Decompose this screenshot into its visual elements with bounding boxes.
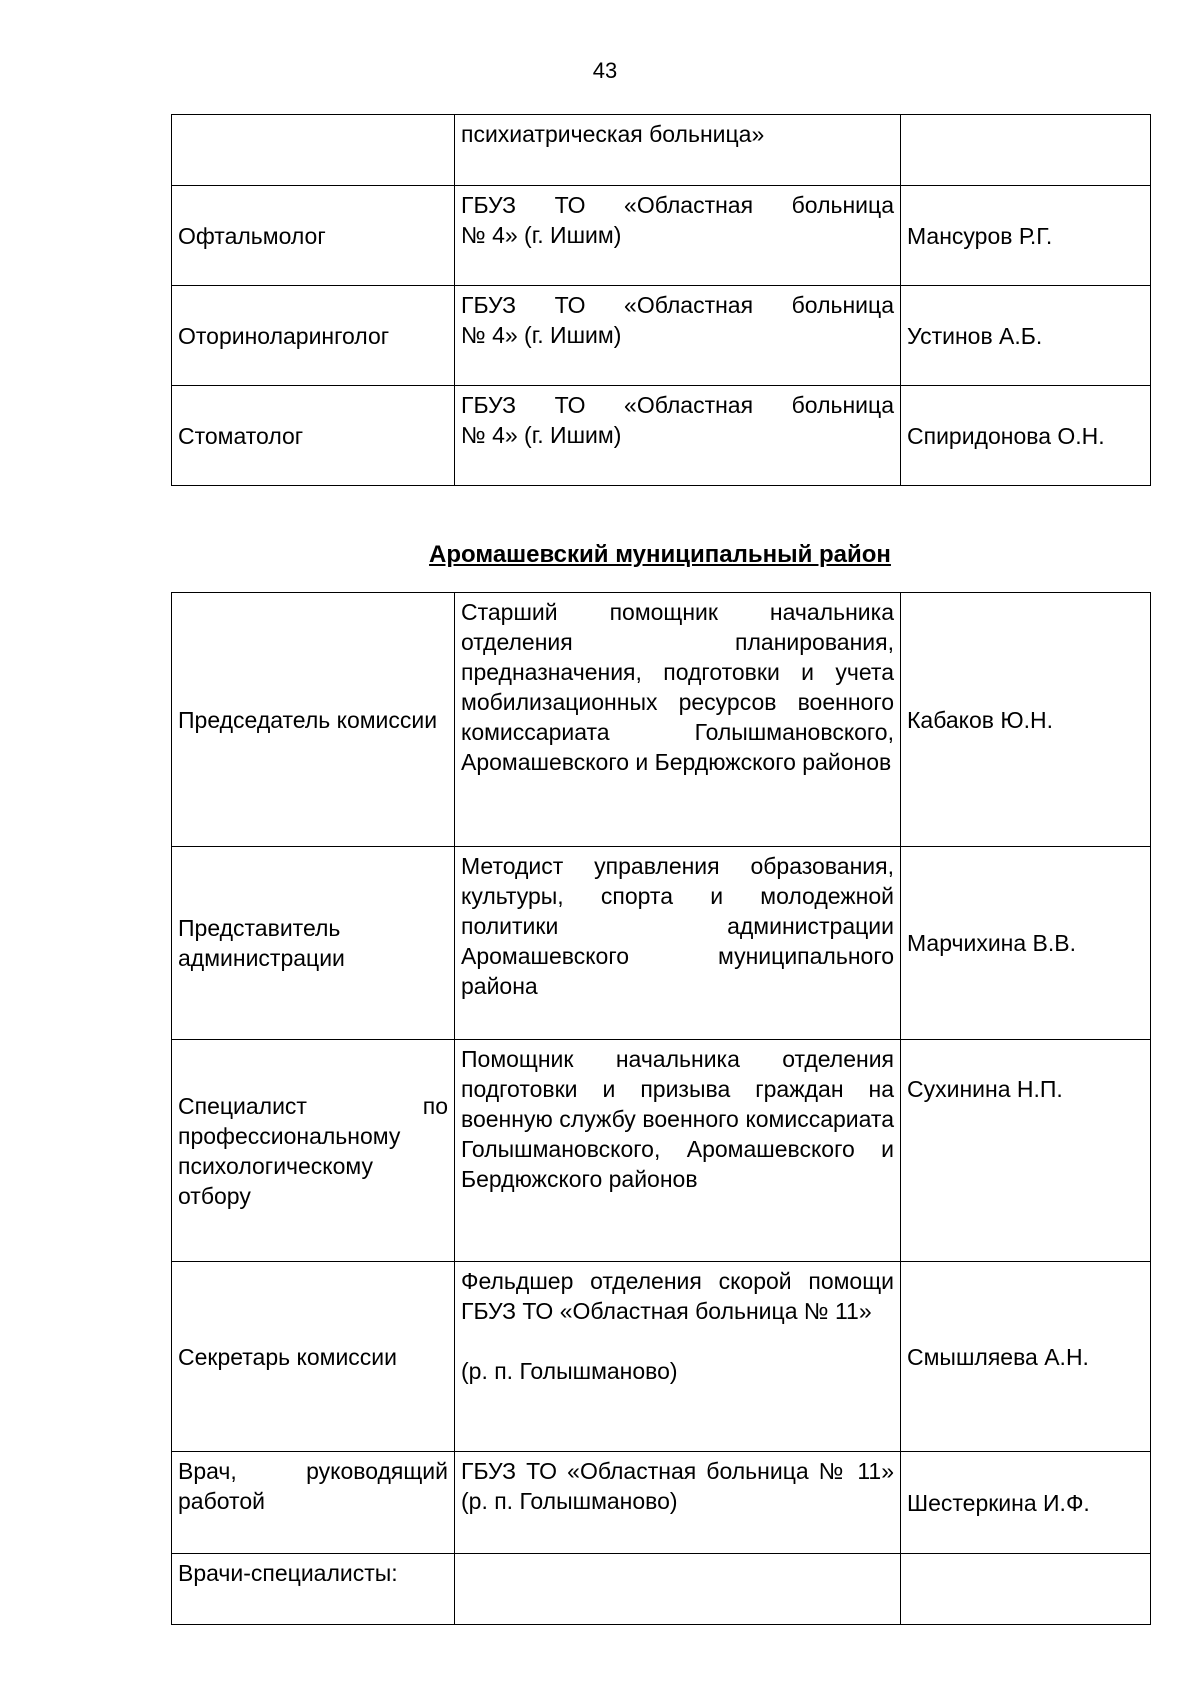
role-cell: Врачи-специалисты: xyxy=(172,1554,455,1625)
table-row xyxy=(172,1040,1151,1262)
organization-line: ГБУЗ ТО «Областная больница xyxy=(461,392,894,418)
role-cell: Стоматолог xyxy=(172,386,455,486)
member-name-cell: Сухинина Н.П. xyxy=(901,1040,1151,1262)
member-name-cell xyxy=(901,1554,1151,1625)
role-cell xyxy=(172,115,455,186)
commission-table xyxy=(171,592,1151,1625)
organization-line: № 4» (г. Ишим) xyxy=(461,222,622,248)
member-name-cell xyxy=(901,115,1151,186)
organization-cell: психиатрическая больница» xyxy=(455,115,901,186)
organization-text: Фельдшер отделения скорой помощи ГБУЗ ТО «Областная больница № 11» xyxy=(461,1268,894,1324)
table-row xyxy=(172,847,1151,1040)
organization-line: № 4» (г. Ишим) xyxy=(461,422,622,448)
member-name-cell: Смышляева А.Н. xyxy=(901,1262,1151,1452)
page-number: 43 xyxy=(592,58,618,83)
paragraph-gap xyxy=(461,1326,894,1356)
organization-line: ГБУЗ ТО «Областная больница xyxy=(461,192,894,218)
organization-cell xyxy=(455,386,901,486)
role-cell: Секретарь комиссии xyxy=(172,1262,455,1452)
table-row xyxy=(172,186,1151,286)
table-row xyxy=(172,115,1151,186)
member-name-cell: Кабаков Ю.Н. xyxy=(901,593,1151,847)
member-name-cell: Спиридонова О.Н. xyxy=(901,386,1151,486)
organization-cell xyxy=(455,286,901,386)
member-name-cell: Устинов А.Б. xyxy=(901,286,1151,386)
member-name-cell: Шестеркина И.Ф. xyxy=(901,1452,1151,1554)
role-cell: Оториноларинголог xyxy=(172,286,455,386)
organization-cell: Помощник начальника отделения подготовки и призыва граждан на военную службу военного комиссариата Голышмановского, Аромашевского и Бердюжского районов xyxy=(455,1040,901,1262)
member-name-cell: Марчихина В.В. xyxy=(901,847,1151,1040)
table-row xyxy=(172,386,1151,486)
organization-cell xyxy=(455,1262,901,1452)
commission-table-continued xyxy=(171,114,1151,486)
role-cell: Представитель администрации xyxy=(172,847,455,1040)
table-row xyxy=(172,1452,1151,1554)
organization-cell xyxy=(455,186,901,286)
organization-line: ГБУЗ ТО «Областная больница xyxy=(461,292,894,318)
table-row xyxy=(172,1262,1151,1452)
role-cell: Офтальмолог xyxy=(172,186,455,286)
role-cell: Специалист по профессиональному психологическому отбору xyxy=(172,1040,455,1262)
organization-line: № 4» (г. Ишим) xyxy=(461,322,622,348)
table-row xyxy=(172,286,1151,386)
organization-cell: Старший помощник начальника отделения планирования, предназначения, подготовки и учета мобилизационных ресурсов военного комиссариата Голышмановского, Аромашевского и Бердюжского районов xyxy=(455,593,901,847)
organization-cell: ГБУЗ ТО «Областная больница № 11» (р. п. Голышманово) xyxy=(455,1452,901,1554)
table-row xyxy=(172,593,1151,847)
section-title: Аромашевский муниципальный район xyxy=(429,541,891,568)
table-row xyxy=(172,1554,1151,1625)
member-name-cell: Мансуров Р.Г. xyxy=(901,186,1151,286)
organization-location: (р. п. Голышманово) xyxy=(461,1358,678,1384)
organization-cell: Методист управления образования, культуры, спорта и молодежной политики администрации Аромашевского муниципального района xyxy=(455,847,901,1040)
role-cell: Председатель комиссии xyxy=(172,593,455,847)
role-cell: Врач, руководящий работой xyxy=(172,1452,455,1554)
organization-cell xyxy=(455,1554,901,1625)
